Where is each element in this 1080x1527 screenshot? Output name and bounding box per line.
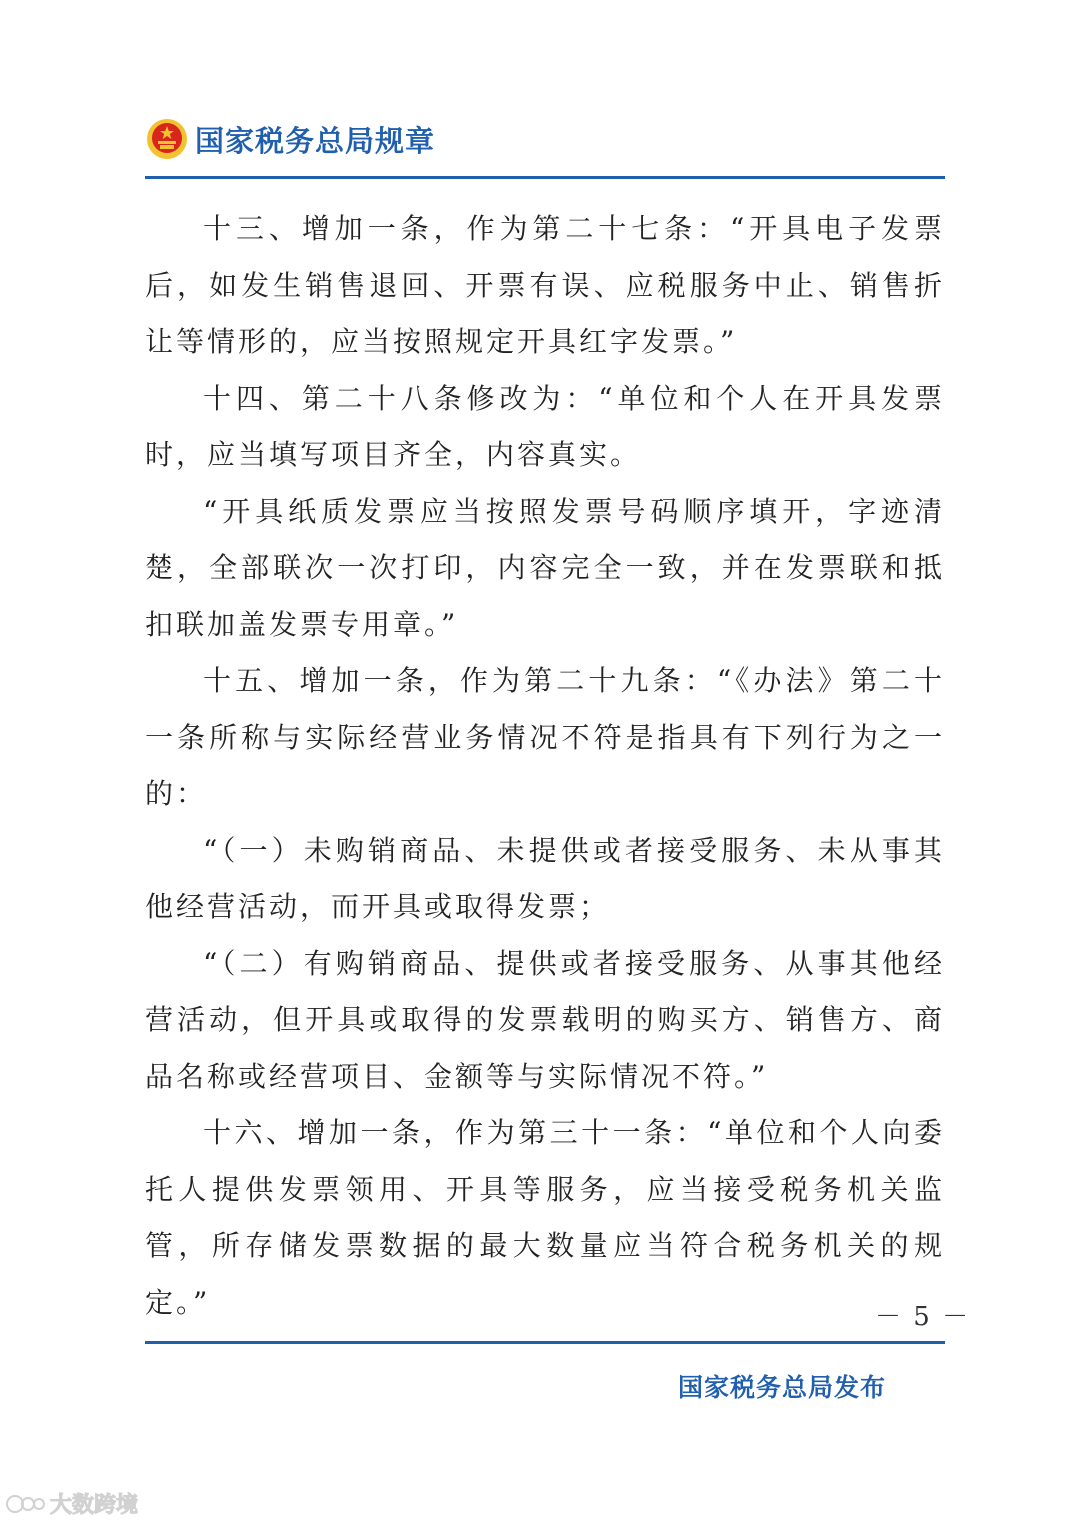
paragraph: 十五、增加一条，作为第二十九条：“《办法》第二十一条所称与实际经营业务情况不符是指具有下列行为之一的： xyxy=(145,664,945,810)
watermark-logo-icon xyxy=(6,1493,46,1515)
paragraph: “（二）有购销商品、提供或者接受服务、从事其他经营活动，但开具或取得的发票载明的购买方、销售方、商品名称或经营项目、金额等与实际情况不符。” xyxy=(145,946,945,1093)
paragraph: 十三、增加一条，作为第二十七条：“开具电子发票后，如发生销售退回、开票有误、应税服务中止、销售折让等情形的，应当按照规定开具红字发票。” xyxy=(145,212,945,358)
header-divider xyxy=(145,176,945,179)
paragraph: 十四、第二十八条修改为：“单位和个人在开具发票时，应当填写项目齐全，内容真实。 xyxy=(145,381,945,471)
document-body xyxy=(145,201,945,1331)
page-header xyxy=(145,112,435,166)
footer-publisher: 国家税务总局发布 xyxy=(678,1373,887,1402)
footer-divider xyxy=(145,1341,945,1344)
header-title: 国家税务总局规章 xyxy=(195,123,436,158)
page-number: － 5 － xyxy=(875,1302,971,1332)
watermark xyxy=(6,1488,138,1519)
paragraph: 十六、增加一条，作为第三十一条：“单位和个人向委托人提供发票领用、开具等服务，应当接受税务机关监管，所存储发票数据的最大数量应当符合税务机关的规定。” xyxy=(145,1116,945,1319)
paragraph: “（一）未购销商品、未提供或者接受服务、未从事其他经营活动，而开具或取得发票； xyxy=(145,833,945,923)
national-emblem-icon xyxy=(145,117,189,161)
paragraph: “开具纸质发票应当按照发票号码顺序填开，字迹清楚，全部联次一次打印，内容完全一致，并在发票联和抵扣联加盖发票专用章。” xyxy=(145,494,945,641)
watermark-text: 大数跨境 xyxy=(50,1493,139,1518)
